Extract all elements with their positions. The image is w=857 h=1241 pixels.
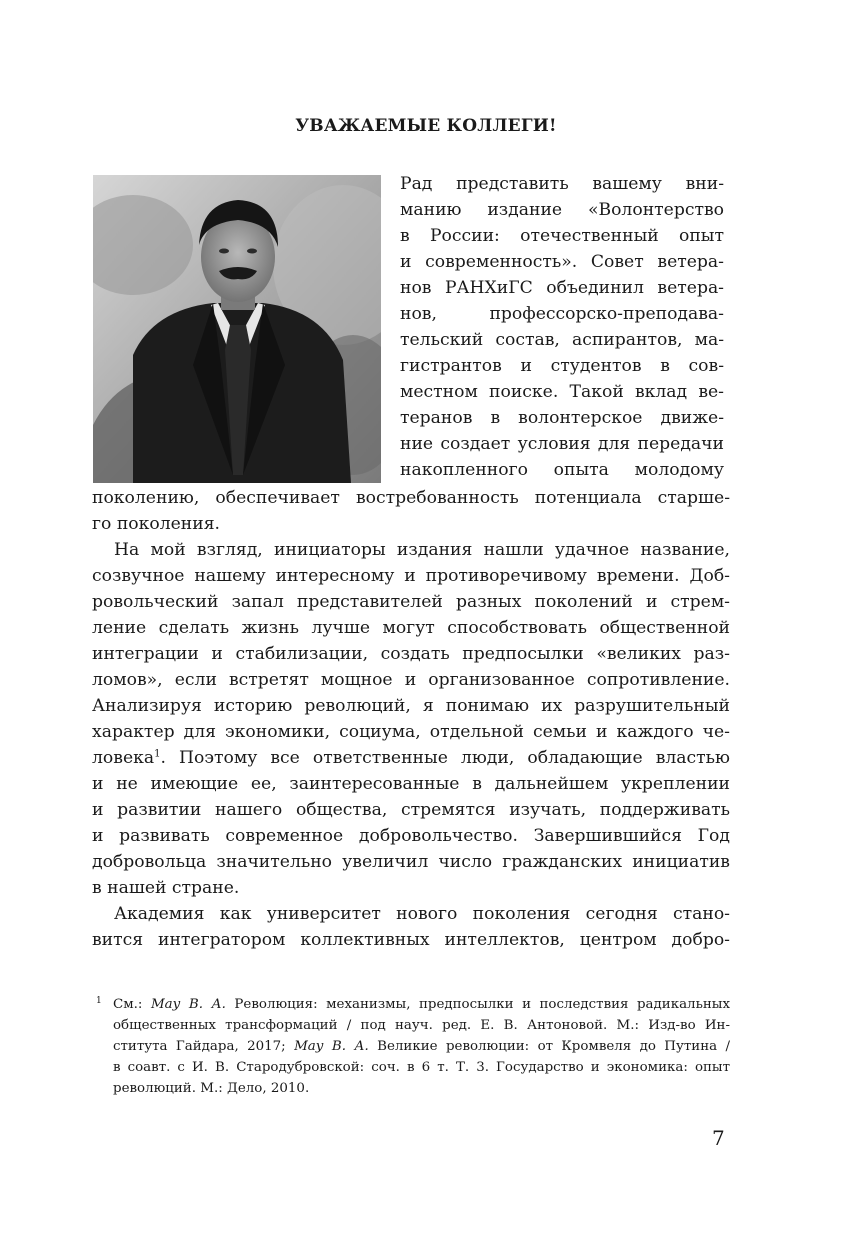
portrait-photo-icon: [93, 175, 381, 483]
page-title: УВАЖАЕМЫЕ КОЛЛЕГИ!: [295, 116, 557, 136]
text-line: поколению, обеспечивает востребованность потенциала старше-: [92, 488, 730, 508]
footnote-line: общественных трансформаций / под науч. ред. Е. В. Антоновой. М.: Изд-во Ин-: [113, 1018, 730, 1033]
text-line: Анализируя историю революций, я понимаю их разрушительный: [92, 696, 730, 716]
page-number: 7: [712, 1126, 725, 1150]
text-line: манию издание «Волонтерство: [400, 200, 724, 220]
text-line: добровольца значительно увеличил число гражданских инициатив: [92, 852, 730, 872]
text-line: вится интегратором коллективных интеллектов, центром добро-: [92, 930, 730, 950]
text-line: и развитии нашего общества, стремятся изучать, поддерживать: [92, 800, 730, 820]
text-line: и современность». Совет ветера-: [400, 252, 724, 272]
text-line: ние создает условия для передачи: [400, 434, 724, 454]
footnote-mark: 1: [96, 996, 102, 1006]
text-line: Академия как университет нового поколения сегодня стано-: [114, 904, 730, 924]
text-line: интеграции и стабилизации, создать предпосылки «великих раз-: [92, 644, 730, 664]
portrait-photo: [93, 175, 381, 483]
text-line: нов РАНХиГС объединил ветера-: [400, 278, 724, 298]
text-fragment: Революция: механизмы, предпосылки и последствия радикальных: [225, 997, 730, 1012]
text-line: тельский состав, аспирантов, ма-: [400, 330, 724, 350]
text-line: нов, профессорско-преподава-: [400, 304, 724, 324]
text-line: ление сделать жизнь лучше могут способствовать общественной: [92, 618, 730, 638]
author-name: Мау В. А.: [150, 997, 226, 1012]
text-line: На мой взгляд, инициаторы издания нашли удачное название,: [114, 540, 730, 560]
text-line: и не имеющие ее, заинтересованные в дальнейшем укреплении: [92, 774, 730, 794]
footnote-line: в соавт. с И. В. Стародубровской: соч. в 6 т. Т. 3. Государство и экономика: опыт: [113, 1060, 730, 1075]
text-line: в нашей стране.: [92, 878, 240, 898]
footnote-reference[interactable]: 1: [154, 748, 161, 760]
text-line: в России: отечественный опыт: [400, 226, 724, 246]
text-line: Рад представить вашему вни-: [400, 174, 724, 194]
text-fragment: ститута Гайдара, 2017;: [113, 1039, 295, 1054]
footnote-line: революций. М.: Дело, 2010.: [113, 1081, 310, 1096]
text-line: созвучное нашему интересному и противоречивому времени. Доб-: [92, 566, 730, 586]
text-fragment: ловека: [92, 748, 155, 768]
text-line: характер для экономики, социума, отдельной семьи и каждого че-: [92, 722, 730, 742]
text-line: го поколения.: [92, 514, 221, 534]
text-line: накопленного опыта молодому: [400, 460, 724, 480]
footnote-line: [113, 1037, 730, 1057]
text-fragment: Великие революции: от Кромвеля до Путина /: [368, 1039, 730, 1054]
text-line: гистрантов и студентов в сов-: [400, 356, 724, 376]
footnote-line: [113, 995, 730, 1015]
text-line-with-footnote: [92, 746, 730, 771]
text-line: местном поиске. Такой вклад ве-: [400, 382, 724, 402]
text-line: ровольческий запал представителей разных поколений и стрем-: [92, 592, 730, 612]
text-fragment: . Поэтому все ответственные люди, обладающие властью: [160, 748, 730, 768]
text-line: и развивать современное добровольчество. Завершившийся Год: [92, 826, 730, 846]
text-fragment: См.:: [113, 997, 151, 1012]
text-line: теранов в волонтерское движе-: [400, 408, 724, 428]
text-line: ломов», если встретят мощное и организованное сопротивление.: [92, 670, 730, 690]
author-name: Мау В. А.: [294, 1039, 369, 1054]
